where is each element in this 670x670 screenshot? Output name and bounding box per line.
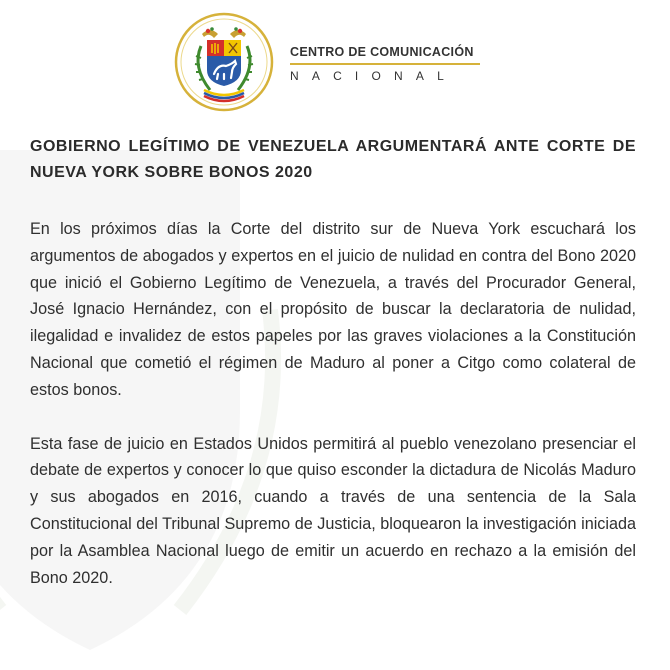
organization-name: CENTRO DE COMUNICACIÓN	[290, 45, 474, 59]
article-headline: GOBIERNO LEGÍTIMO DE VENEZUELA ARGUMENTARÁ ANTE CORTE DE NUEVA YORK SOBRE BONOS 2020	[30, 138, 636, 181]
organization-brand	[290, 45, 480, 83]
article-paragraph: Esta fase de juicio en Estados Unidos permitirá al pueblo venezolano presenciar el debate de expertos y conocer lo que quiso esconder la dictadura de Nicolás Maduro y sus abogados en 2016, cuando a través de una sentencia de la Sala Constitucional del Tribunal Supremo de Justicia, bloquearon la investigación iniciada por la Asamblea Nacional luego de emitir un acuerdo en rechazo a la emisión del Bono 2020.	[30, 434, 636, 587]
venezuela-seal-icon	[174, 12, 274, 112]
article-body	[30, 216, 636, 591]
organization-subtitle: NACIONAL	[290, 69, 457, 83]
brand-divider	[290, 63, 480, 65]
header	[174, 10, 480, 114]
article-paragraph: En los próximos días la Corte del distrito sur de Nueva York escuchará los argumentos de abogados y expertos en el juicio de nulidad en contra del Bono 2020 que inició el Gobierno Legítimo de Venezuela, a través del Procurador General, José Ignacio Hernández, con el propósito de buscar la declaratoria de nulidad, ilegalidad e invalidez de estos papeles por las graves violaciones a la Constitución Nacional que cometió el régimen de Maduro al poner a Citgo como colateral de estos bonos.	[30, 220, 636, 399]
